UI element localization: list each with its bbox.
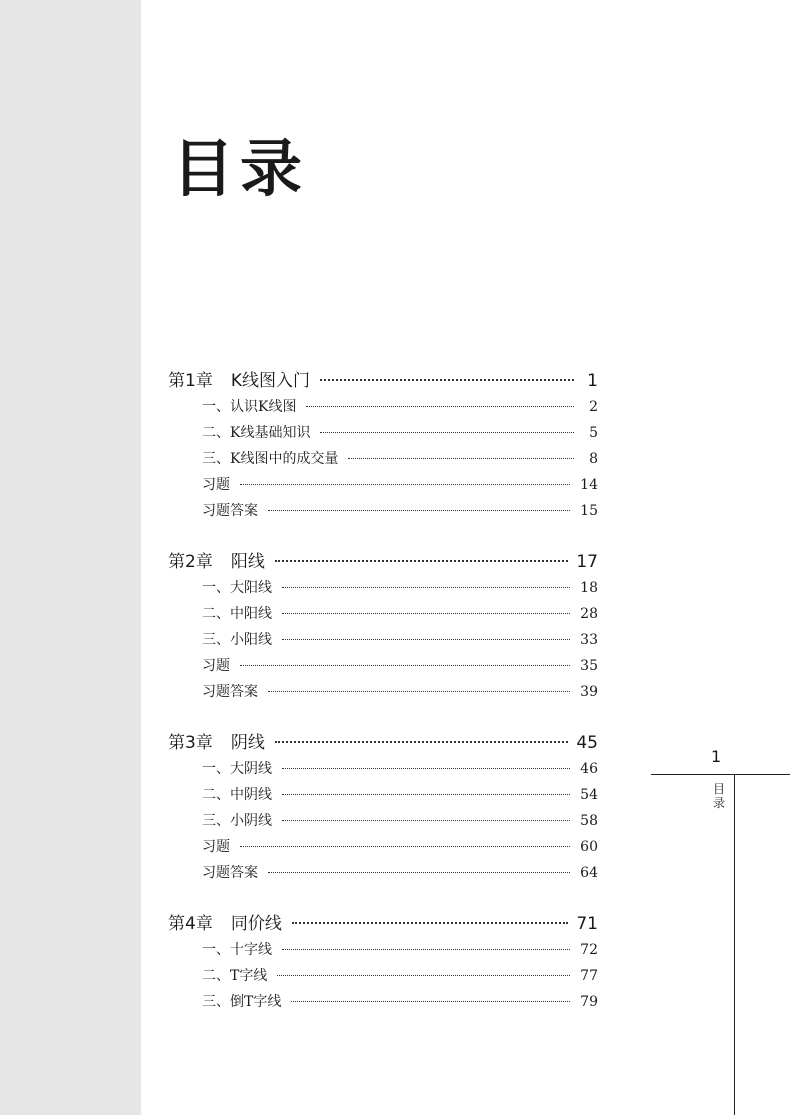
toc-entry[interactable] bbox=[168, 810, 598, 836]
chapter-page: 45 bbox=[576, 733, 598, 753]
section-page: 58 bbox=[580, 813, 598, 829]
side-label-char: 录 bbox=[712, 796, 725, 810]
section-title: 三、K线图中的成交量 bbox=[202, 451, 339, 467]
chapter-heading[interactable] bbox=[168, 366, 598, 396]
marker-vertical-rule bbox=[734, 774, 735, 1115]
dot-leader bbox=[240, 484, 570, 485]
toc-entry[interactable] bbox=[168, 422, 598, 448]
dot-leader bbox=[282, 949, 570, 950]
section-page: 28 bbox=[580, 606, 598, 622]
toc-entry[interactable] bbox=[168, 758, 598, 784]
chapter-title: 同价线 bbox=[230, 914, 282, 934]
section-page: 35 bbox=[580, 658, 598, 674]
chapter-4 bbox=[168, 909, 598, 1017]
section-title: 三、倒T字线 bbox=[202, 994, 282, 1010]
section-title: 三、小阳线 bbox=[202, 632, 272, 648]
section-page: 5 bbox=[589, 425, 598, 441]
side-label-char: 目 bbox=[712, 782, 725, 796]
toc-entry[interactable] bbox=[168, 862, 598, 888]
chapter-title: K线图入门 bbox=[230, 371, 310, 391]
dot-leader bbox=[240, 665, 570, 666]
chapter-number: 第2章 bbox=[168, 552, 213, 572]
chapter-title: 阳线 bbox=[230, 552, 265, 572]
toc-entry[interactable] bbox=[168, 500, 598, 526]
section-page: 15 bbox=[580, 503, 598, 519]
section-page: 79 bbox=[580, 994, 598, 1010]
dot-leader bbox=[348, 458, 574, 459]
dot-leader bbox=[268, 691, 570, 692]
dot-leader bbox=[275, 741, 569, 743]
dot-leader bbox=[240, 846, 570, 847]
dot-leader bbox=[320, 432, 574, 433]
section-page: 8 bbox=[589, 451, 598, 467]
dot-leader bbox=[292, 922, 569, 924]
section-page: 60 bbox=[580, 839, 598, 855]
toc-entry[interactable] bbox=[168, 681, 598, 707]
section-title: 一、大阳线 bbox=[202, 580, 272, 596]
section-title: 习题 bbox=[202, 658, 230, 674]
chapter-2 bbox=[168, 547, 598, 707]
toc-entry[interactable] bbox=[168, 448, 598, 474]
section-title: 习题 bbox=[202, 477, 230, 493]
dot-leader bbox=[268, 872, 570, 873]
chapter-number: 第1章 bbox=[168, 371, 213, 391]
chapter-heading[interactable] bbox=[168, 728, 598, 758]
marker-horizontal-rule bbox=[651, 774, 790, 775]
section-title: 习题 bbox=[202, 839, 230, 855]
section-page: 46 bbox=[580, 761, 598, 777]
dot-leader bbox=[282, 820, 570, 821]
chapter-page: 17 bbox=[576, 552, 598, 572]
toc-entry[interactable] bbox=[168, 836, 598, 862]
section-page: 33 bbox=[580, 632, 598, 648]
chapter-page: 1 bbox=[587, 371, 598, 391]
section-page: 39 bbox=[580, 684, 598, 700]
dot-leader bbox=[277, 975, 570, 976]
section-title: 二、T字线 bbox=[202, 968, 268, 984]
dot-leader bbox=[306, 406, 574, 407]
toc-entry[interactable] bbox=[168, 991, 598, 1017]
section-title: 一、十字线 bbox=[202, 942, 272, 958]
dot-leader bbox=[282, 639, 570, 640]
chapter-heading[interactable] bbox=[168, 547, 598, 577]
chapter-number: 第3章 bbox=[168, 733, 213, 753]
dot-leader bbox=[291, 1001, 570, 1002]
section-title: 习题答案 bbox=[202, 684, 258, 700]
dot-leader bbox=[268, 510, 570, 511]
toc-entry[interactable] bbox=[168, 577, 598, 603]
section-title: 习题答案 bbox=[202, 865, 258, 881]
chapter-heading[interactable] bbox=[168, 909, 598, 939]
dot-leader bbox=[282, 613, 570, 614]
toc-entry[interactable] bbox=[168, 939, 598, 965]
section-page: 72 bbox=[580, 942, 598, 958]
dot-leader bbox=[275, 560, 569, 562]
section-title: 二、中阴线 bbox=[202, 787, 272, 803]
section-page: 2 bbox=[589, 399, 598, 415]
side-page-number: 1 bbox=[711, 747, 722, 766]
section-page: 18 bbox=[580, 580, 598, 596]
dot-leader bbox=[282, 768, 570, 769]
dot-leader bbox=[282, 587, 570, 588]
section-page: 54 bbox=[580, 787, 598, 803]
page-title: 目录 bbox=[172, 132, 309, 205]
chapter-title: 阴线 bbox=[230, 733, 265, 753]
section-title: 一、大阴线 bbox=[202, 761, 272, 777]
side-band bbox=[0, 0, 141, 1115]
dot-leader bbox=[282, 794, 570, 795]
section-title: 一、认识K线图 bbox=[202, 399, 297, 415]
toc-entry[interactable] bbox=[168, 474, 598, 500]
chapter-page: 71 bbox=[576, 914, 598, 934]
toc-entry[interactable] bbox=[168, 603, 598, 629]
section-title: 三、小阴线 bbox=[202, 813, 272, 829]
chapter-1 bbox=[168, 366, 598, 526]
toc-entry[interactable] bbox=[168, 655, 598, 681]
section-title: 二、中阳线 bbox=[202, 606, 272, 622]
section-page: 14 bbox=[580, 477, 598, 493]
dot-leader bbox=[320, 379, 574, 381]
chapter-number: 第4章 bbox=[168, 914, 213, 934]
toc-entry[interactable] bbox=[168, 965, 598, 991]
toc-entry[interactable] bbox=[168, 629, 598, 655]
toc-entry[interactable] bbox=[168, 784, 598, 810]
section-page: 77 bbox=[580, 968, 598, 984]
table-of-contents bbox=[168, 366, 598, 1038]
section-page: 64 bbox=[580, 865, 598, 881]
chapter-3 bbox=[168, 728, 598, 888]
side-section-label bbox=[712, 782, 726, 810]
section-title: 习题答案 bbox=[202, 503, 258, 519]
toc-entry[interactable] bbox=[168, 396, 598, 422]
section-title: 二、K线基础知识 bbox=[202, 425, 311, 441]
